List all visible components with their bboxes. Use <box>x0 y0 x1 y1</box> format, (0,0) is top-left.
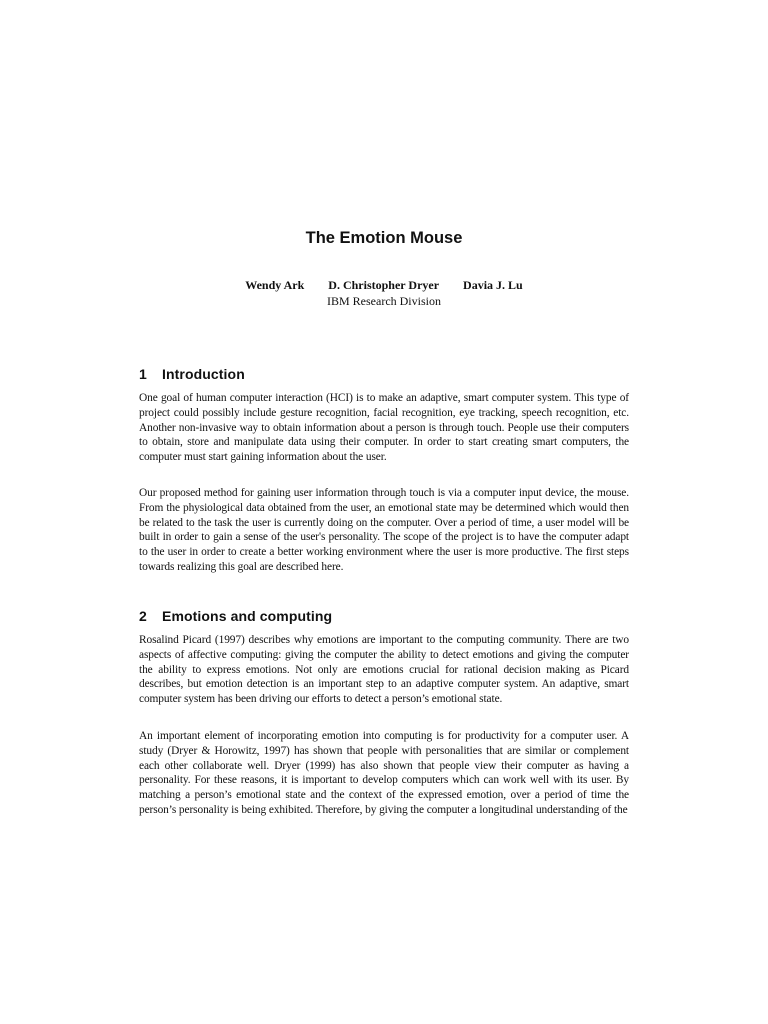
section-number: 1 <box>139 366 147 382</box>
section-number: 2 <box>139 608 147 624</box>
author-affiliation: IBM Research Division <box>327 294 441 308</box>
section-title: Introduction <box>162 366 245 382</box>
section-heading-introduction <box>139 366 245 382</box>
author-list <box>0 278 768 293</box>
author-name: D. Christopher Dryer <box>328 278 440 292</box>
author-name: Davia J. Lu <box>463 278 523 292</box>
section-title: Emotions and computing <box>162 608 333 624</box>
section-heading-emotions-and-computing <box>139 608 332 624</box>
paper-title: The Emotion Mouse <box>305 229 463 247</box>
author-name: Wendy Ark <box>245 278 305 292</box>
body-paragraph: An important element of incorporating emotion into computing is for productivity for a computer user. A study (Dryer & Horowitz, 1997) has shown that people with personalities that are similar or complement each other collaborate well. Dryer (1999) has also shown that people view their computer as having a personality. For these reasons, it is important to develop computers which can work well with its user. By matching a person’s emotional state and the context of the expressed emotion, over a period of time the person’s personality is being exhibited. Therefore, by giving the computer a longitudinal understanding of the <box>139 730 629 816</box>
body-paragraph: One goal of human computer interaction (HCI) is to make an adaptive, smart computer system. This type of project could possibly include gesture recognition, facial recognition, eye tracking, speech recognition, etc. Another non-invasive way to obtain information about a person is through touch. People use their computers to obtain, store and manipulate data using their computer. In order to start creating smart computers, the computer must start gaining information about the user. <box>139 392 629 464</box>
body-paragraph: Rosalind Picard (1997) describes why emotions are important to the computing community. There are two aspects of affective computing: giving the computer the ability to detect emotions and giving the computer the ability to express emotions. Not only are emotions crucial for rational decision making as Picard describes, but emotion detection is an important step to an adaptive computer system. An adaptive, smart computer system has been driving our efforts to detect a person’s emotional state. <box>139 634 629 706</box>
body-paragraph: Our proposed method for gaining user information through touch is via a computer input device, the mouse. From the physiological data obtained from the user, an emotional state may be determined which would then be related to the task the user is currently doing on the computer. Over a period of time, a user model will be built in order to gain a sense of the user's personality. The scope of the project is to have the computer adapt to the user in order to create a better working environment where the user is more productive. The first steps towards realizing this goal are described here. <box>139 487 629 573</box>
